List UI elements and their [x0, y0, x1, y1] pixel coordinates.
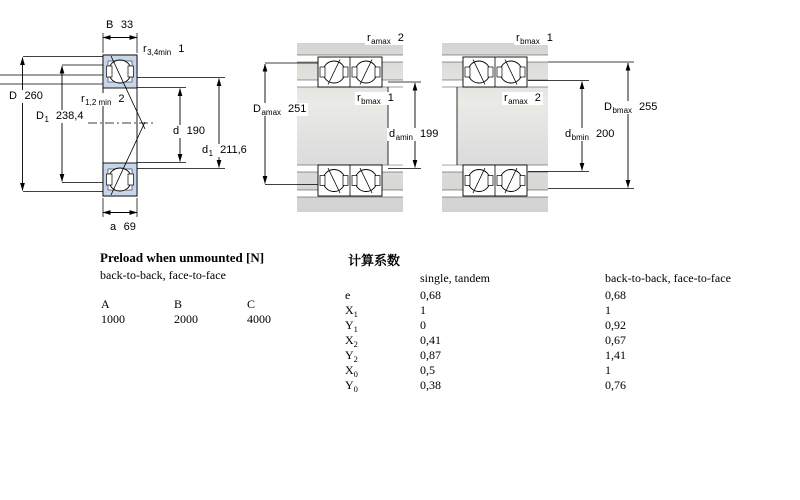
factor-symbol: Y	[345, 318, 354, 332]
dim-label-D	[7, 90, 45, 103]
dim-subscript: bmax	[612, 106, 633, 115]
factors-col-paired: back-to-back, face-to-face	[605, 271, 731, 285]
factor-symbol: X	[345, 363, 354, 377]
dim-value: 190	[186, 125, 205, 137]
dim-label-D1	[34, 110, 85, 123]
dim-subscript: 1,2 min	[85, 98, 112, 107]
factors-table-title: 计算系数	[348, 253, 401, 268]
factor-subscript: 2	[353, 339, 358, 349]
factor-value-paired: 0,76	[605, 378, 626, 392]
factor-subscript: 0	[353, 384, 358, 394]
factor-symbol: X	[345, 303, 354, 317]
factor-value-single: 0,68	[420, 288, 441, 302]
preload-col-a: A	[101, 297, 110, 311]
dim-value: 69	[123, 221, 136, 233]
dim-symbol: d	[565, 128, 572, 140]
dim-value: 200	[595, 128, 615, 140]
dim-symbol: d	[173, 125, 180, 137]
factor-subscript: 1	[353, 324, 358, 334]
preload-value-a: 1000	[101, 312, 125, 326]
dim-symbol: d	[389, 128, 396, 140]
preload-column-headers	[101, 297, 320, 312]
dim-value: 1	[387, 92, 394, 104]
factor-value-single: 1	[420, 303, 426, 317]
dim-value: 1	[178, 43, 185, 55]
preload-table-subtitle: back-to-back, face-to-face	[100, 268, 226, 282]
dim-subscript: bmax	[361, 97, 381, 106]
dim-symbol: r	[143, 43, 147, 55]
dim-subscript: amin	[395, 133, 413, 142]
dim-symbol: r	[504, 92, 508, 104]
dim-label-r34min	[141, 43, 186, 56]
dim-label-rbmax-right	[514, 32, 555, 45]
factor-value-paired: 1,41	[605, 348, 626, 362]
dim-label-Damax	[251, 103, 308, 116]
factor-value-paired: 0,67	[605, 333, 626, 347]
dim-label-a	[108, 221, 138, 234]
dim-symbol: B	[106, 19, 114, 31]
factor-value-paired: 1	[605, 363, 611, 377]
dim-label-rbmax-mid	[355, 92, 396, 105]
dim-label-ramax-right	[502, 92, 543, 105]
preload-table-title: Preload when unmounted [N]	[100, 250, 265, 265]
dim-value: 1	[546, 32, 553, 44]
factor-subscript: 1	[353, 309, 358, 319]
factor-symbol: Y	[345, 378, 354, 392]
dim-value: 255	[639, 101, 658, 113]
dim-subscript: 1	[208, 149, 214, 158]
factor-symbol: e	[345, 288, 351, 302]
dim-symbol: r	[357, 92, 361, 104]
calculation-factors-table	[345, 250, 800, 400]
dim-subscript: 3,4min	[147, 48, 172, 57]
dim-symbol: r	[516, 32, 520, 44]
preload-col-b: B	[174, 297, 183, 311]
dim-value: 2	[118, 93, 125, 105]
factor-value-single: 0,41	[420, 333, 441, 347]
factor-subscript: 2	[353, 354, 358, 364]
dim-subscript: bmin	[571, 133, 589, 142]
dim-symbol: D	[9, 90, 17, 102]
factor-value-single: 0,87	[420, 348, 441, 362]
dim-label-damin	[387, 128, 440, 141]
dim-symbol: r	[367, 32, 371, 44]
dim-subscript: amax	[508, 97, 528, 106]
preload-value-c: 4000	[247, 312, 271, 326]
dim-symbol: r	[81, 93, 85, 105]
dim-label-B	[104, 19, 135, 32]
dim-label-r12min	[79, 93, 127, 106]
dim-label-Dbmax	[602, 101, 659, 114]
factor-symbol: Y	[345, 348, 354, 362]
factor-symbol: X	[345, 333, 354, 347]
factor-value-paired: 1	[605, 303, 611, 317]
factor-value-paired: 0,92	[605, 318, 626, 332]
dim-subscript: 1	[44, 115, 49, 124]
dim-symbol: d	[202, 144, 209, 156]
dim-label-d1	[200, 144, 249, 157]
preload-table	[100, 250, 340, 340]
dim-value: 211,6	[220, 144, 247, 156]
dim-symbol: a	[110, 221, 117, 233]
factor-value-single: 0,38	[420, 378, 441, 392]
dim-value: 33	[120, 19, 134, 31]
dim-subscript: amax	[261, 108, 282, 117]
factor-value-paired: 0,68	[605, 288, 626, 302]
dim-subscript: bmax	[520, 37, 540, 46]
dim-symbol: D	[36, 110, 44, 122]
factors-col-single-tandem: single, tandem	[420, 271, 490, 285]
dim-label-ramax-mid	[365, 32, 406, 45]
dim-value: 2	[534, 92, 541, 104]
dim-value: 260	[24, 90, 43, 102]
factor-subscript: 0	[353, 369, 358, 379]
dim-label-d	[171, 125, 207, 138]
dim-value: 251	[288, 103, 307, 115]
dim-label-dbmin	[563, 128, 616, 141]
dim-value: 238,4	[55, 110, 84, 122]
dim-symbol: D	[604, 101, 612, 113]
factor-value-single: 0,5	[420, 363, 435, 377]
preload-col-c: C	[247, 297, 256, 311]
preload-values-row	[101, 312, 320, 327]
preload-value-b: 2000	[174, 312, 198, 326]
dim-subscript: amax	[371, 37, 391, 46]
dim-value: 199	[419, 128, 439, 140]
dim-value: 2	[397, 32, 404, 44]
factor-value-single: 0	[420, 318, 426, 332]
dim-symbol: D	[253, 103, 261, 115]
